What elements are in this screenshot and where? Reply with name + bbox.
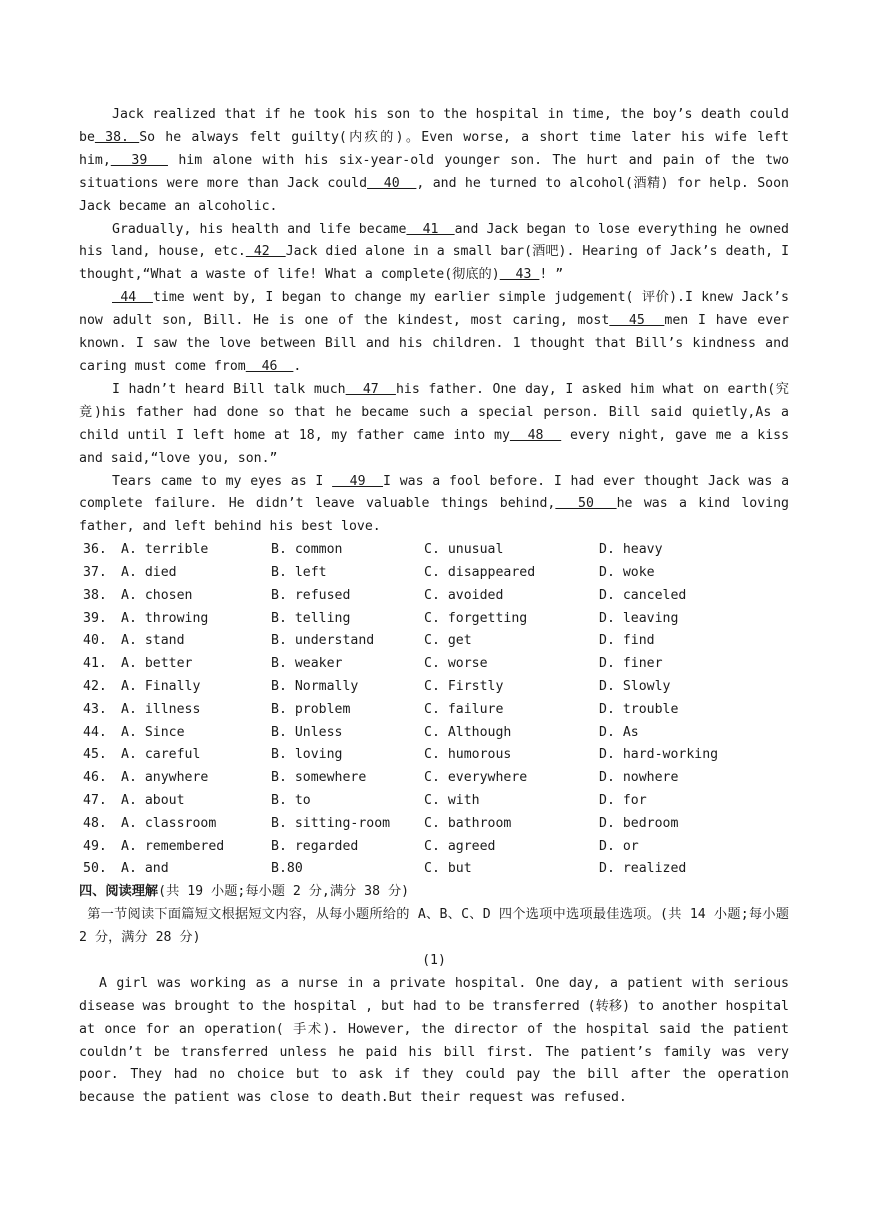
cloze-blank: 45 xyxy=(609,313,665,329)
option-row xyxy=(79,608,789,631)
option-a: A. classroom xyxy=(121,815,217,831)
cloze-blank: 50 xyxy=(555,496,617,512)
option-d: D. heavy xyxy=(599,542,663,558)
option-a: A. Since xyxy=(121,724,185,740)
option-b: B.80 xyxy=(271,861,303,877)
option-b: B. to xyxy=(271,792,311,808)
option-c: C. Although xyxy=(424,724,512,740)
option-row xyxy=(79,767,789,790)
option-b: B. left xyxy=(271,565,327,581)
cloze-paragraph xyxy=(79,471,789,540)
paragraph-text: Tears came to my eyes as I xyxy=(112,473,333,489)
paragraph-text: I hadn’t heard Bill talk much xyxy=(112,381,346,397)
paragraph-text: and Jack began to lose everything he owned his land, house, etc. xyxy=(79,221,789,260)
question-number: 44. xyxy=(83,724,107,740)
question-number: 38. xyxy=(83,587,107,603)
option-d: D. finer xyxy=(599,656,663,672)
option-row xyxy=(79,539,789,562)
option-row xyxy=(79,813,789,836)
option-c: C. forgetting xyxy=(424,610,528,626)
option-d: D. leaving xyxy=(599,610,679,626)
option-b: B. regarded xyxy=(271,838,359,854)
option-a: A. about xyxy=(121,792,185,808)
option-c: C. with xyxy=(424,792,480,808)
paragraph-text: . xyxy=(293,358,302,374)
option-row xyxy=(79,699,789,722)
question-number: 50. xyxy=(83,861,107,877)
question-number: 49. xyxy=(83,838,107,854)
cloze-paragraph xyxy=(79,104,789,219)
cloze-blank: 48 xyxy=(509,427,562,443)
passage-text: A girl was working as a nurse in a private hospital. One day, a patient with serious disease was brought to the hospital , but had to be transferred (转移) to another hospital at once for an operation( 手术). However, the director of the hospital said the patient couldn’t be transferred unless he paid his bill first. The patient’s family was very poor. They had no choice but to ask if they could pay the bill after the operation because the patient was close to death.But their request was refused. xyxy=(79,975,789,1106)
options-list xyxy=(79,539,789,881)
cloze-paragraph xyxy=(79,379,789,471)
option-b: B. loving xyxy=(271,747,343,763)
option-d: D. realized xyxy=(599,861,687,877)
option-b: B. somewhere xyxy=(271,770,367,786)
section-note: (共 19 小题;每小题 2 分,满分 38 分) xyxy=(158,884,410,900)
option-row xyxy=(79,836,789,859)
cloze-blank: 38. xyxy=(94,129,140,145)
option-c: C. bathroom xyxy=(424,815,512,831)
section-heading xyxy=(79,881,789,904)
option-c: C. get xyxy=(424,633,472,649)
paragraph-text: Jack realized that if he took his son to the hospital in time, the boy’s death could be xyxy=(79,107,789,145)
cloze-blank: 39 xyxy=(110,152,168,168)
option-c: C. humorous xyxy=(424,747,512,763)
cloze-blank: 41 xyxy=(406,221,455,237)
option-c: C. but xyxy=(424,861,472,877)
paragraph-text: men I have ever known. I saw the love between Bill and his children. 1 thought that Bill’s kindness and caring must come from xyxy=(79,313,790,374)
cloze-paragraph xyxy=(79,287,789,379)
paragraph-text: every night, gave me a kiss and said,“love you, son.” xyxy=(79,427,790,466)
option-b: B. Normally xyxy=(271,679,359,694)
option-row xyxy=(79,676,789,699)
paragraph-text: I was a fool before. I had ever thought Jack was a complete failure. He didn’t leave valuable things behind, xyxy=(79,473,790,512)
option-d: D. hard-working xyxy=(599,747,719,763)
cloze-blank: 46 xyxy=(245,358,294,374)
paragraph-text: Gradually, his health and life became xyxy=(112,221,407,237)
option-a: A. illness xyxy=(121,701,201,717)
question-number: 37. xyxy=(83,565,107,581)
option-b: B. Unless xyxy=(271,724,343,740)
option-a: A. died xyxy=(121,565,177,581)
option-b: B. common xyxy=(271,542,343,558)
cloze-blank: 43 xyxy=(499,267,540,283)
option-row xyxy=(79,653,789,676)
question-number: 48. xyxy=(83,815,107,831)
option-d: D. woke xyxy=(599,565,655,581)
paragraph-text: ! ” xyxy=(539,267,564,283)
cloze-blank: 49 xyxy=(332,473,384,489)
option-row xyxy=(79,630,789,653)
option-row xyxy=(79,790,789,813)
cloze-passage xyxy=(79,104,789,539)
option-c: C. unusual xyxy=(424,542,504,558)
paragraph-text: , and he turned to alcohol(酒精) for help. Soon Jack became an alcoholic. xyxy=(79,175,789,214)
question-number: 42. xyxy=(83,679,107,694)
option-c: C. agreed xyxy=(424,838,496,854)
question-number: 47. xyxy=(83,792,107,808)
option-c: C. avoided xyxy=(424,587,504,603)
option-d: D. As xyxy=(599,724,639,740)
cloze-blank: 47 xyxy=(345,381,396,397)
instruction-text: 第一节阅读下面篇短文根据短文内容，从每小题所给的 A、B、C、D 四个选项中选项最佳选项。(共 14 小题;每小题 2 分，满分 28 分) xyxy=(79,907,789,945)
cloze-blank: 40 xyxy=(367,175,417,191)
option-a: A. throwing xyxy=(121,610,209,626)
option-c: C. everywhere xyxy=(424,770,528,786)
option-d: D. or xyxy=(599,838,639,854)
option-b: B. sitting-room xyxy=(271,815,391,831)
option-c: C. failure xyxy=(424,701,504,717)
option-a: A. better xyxy=(121,656,193,672)
option-b: B. problem xyxy=(271,701,351,717)
question-number: 36. xyxy=(83,542,107,558)
option-d: D. for xyxy=(599,792,647,808)
question-number: 41. xyxy=(83,656,107,672)
cloze-paragraph xyxy=(79,219,789,288)
exam-page xyxy=(79,104,789,1110)
paragraph-text: he was a kind loving father, and left behind his best love. xyxy=(79,496,790,535)
cloze-blank: 44 xyxy=(112,290,153,306)
option-c: C. Firstly xyxy=(424,679,504,694)
option-a: A. Finally xyxy=(121,679,201,694)
option-a: A. and xyxy=(121,861,169,877)
option-b: B. understand xyxy=(271,633,375,649)
question-number: 45. xyxy=(83,747,107,763)
option-b: B. weaker xyxy=(271,656,343,672)
paragraph-text: his father. One day, I asked him what on earth(究竟)his father had done so that he became such a special person. Bill said quietly,As a child until I left home at 18, my father came into my xyxy=(79,381,789,443)
paragraph-text: time went by, I began to change my earlier simple judgement( 评价).I knew Jack’s now adult son, Bill. He is one of the kindest, most caring, most xyxy=(79,290,789,329)
option-row xyxy=(79,562,789,585)
option-a: A. terrible xyxy=(121,542,209,558)
paragraph-text: Jack died alone in a small bar(酒吧). Hearing of Jack’s death, I thought,“What a waste of life! What a complete(彻底的) xyxy=(79,244,790,283)
option-d: D. canceled xyxy=(599,587,687,603)
paragraph-text: him alone with his six-year-old younger son. The hurt and pain of the two situations were more than Jack could xyxy=(79,152,790,191)
option-a: A. stand xyxy=(121,633,185,649)
passage-number: (1) xyxy=(422,952,446,968)
option-d: D. Slowly xyxy=(599,679,671,694)
option-c: C. disappeared xyxy=(424,565,536,581)
option-a: A. chosen xyxy=(121,587,193,603)
option-d: D. trouble xyxy=(599,701,679,717)
option-a: A. careful xyxy=(121,747,201,763)
cloze-blank: 42 xyxy=(245,244,286,260)
option-d: D. find xyxy=(599,633,655,649)
reading-passage xyxy=(79,973,789,1110)
option-a: A. anywhere xyxy=(121,770,209,786)
option-row xyxy=(79,585,789,608)
question-number: 40. xyxy=(83,633,107,649)
option-a: A. remembered xyxy=(121,838,225,854)
question-number: 43. xyxy=(83,701,107,717)
option-b: B. refused xyxy=(271,587,351,603)
section-instruction xyxy=(79,904,789,950)
question-number: 39. xyxy=(83,610,107,626)
option-d: D. bedroom xyxy=(599,815,679,831)
question-number: 46. xyxy=(83,770,107,786)
option-row xyxy=(79,744,789,767)
option-row xyxy=(79,858,789,881)
option-b: B. telling xyxy=(271,610,351,626)
section-title: 四、阅读理解 xyxy=(79,884,159,900)
option-c: C. worse xyxy=(424,656,488,672)
option-row xyxy=(79,722,789,745)
paragraph-text: So he always felt guilty(内疚的)。Even worse, a short time later his wife left him, xyxy=(79,129,789,168)
option-d: D. nowhere xyxy=(599,770,679,786)
